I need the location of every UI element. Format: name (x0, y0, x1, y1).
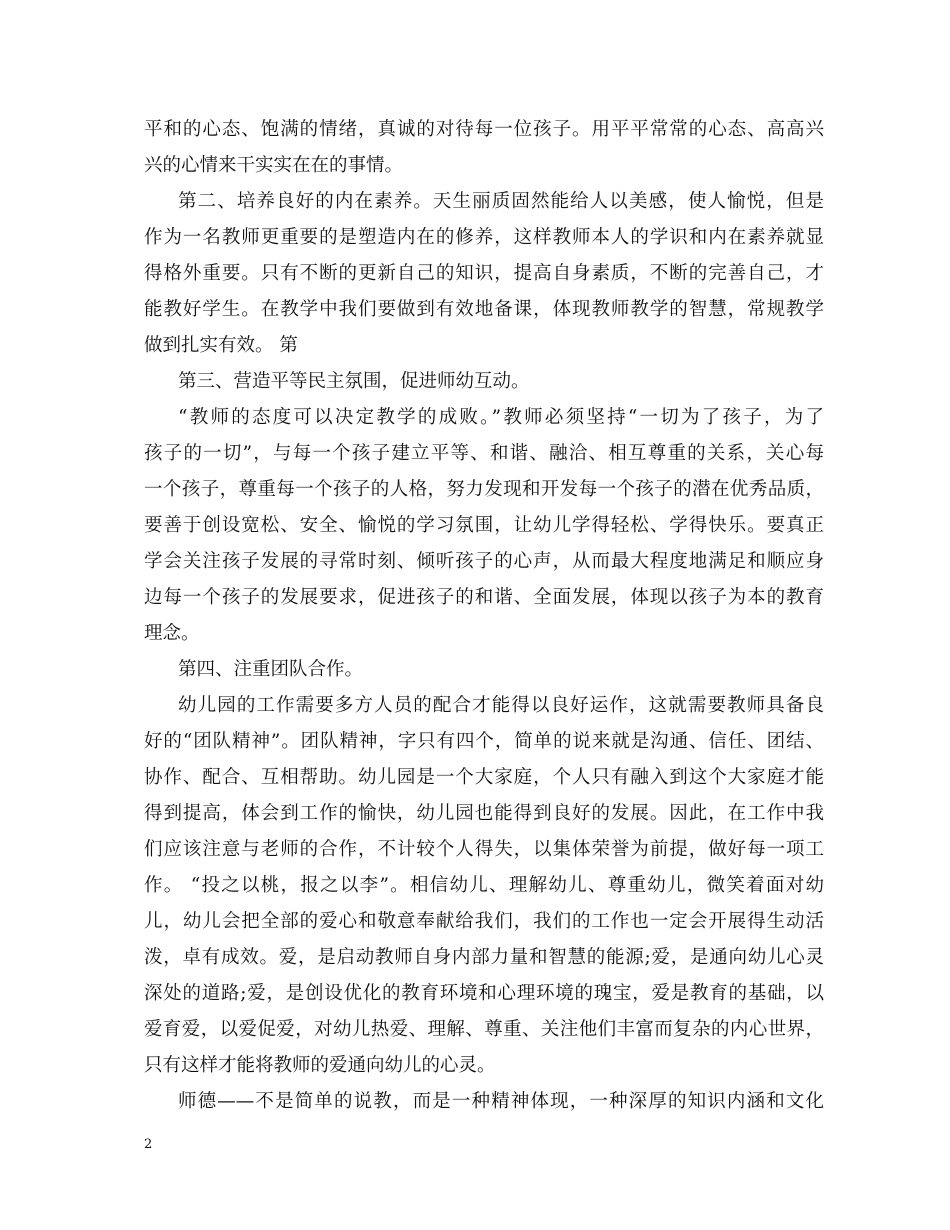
text-line: 只有这样才能将教师的爱通向幼儿的心灵。 (144, 1055, 496, 1076)
text-line: 协作、配合、互相帮助。幼儿园是一个大家庭，个人只有融入到这个大家庭才能 (144, 767, 824, 788)
text-line: 兴的心情来干实实在在的事情。 (144, 155, 404, 176)
text-line: 边每一个孩子的发展要求，促进孩子的和谐、全面发展，体现以孩子为本的教育 (144, 587, 824, 608)
text-line: 做到扎实有效。 第 (144, 335, 298, 356)
text-line: 能教好学生。在教学中我们要做到有效地备课，体现教师教学的智慧，常规教学 (144, 299, 824, 320)
text-line: 深处的道路;爱，是创设优化的教育环境和心理环境的瑰宝，爱是教育的基础，以 (144, 983, 824, 1004)
text-line: 泼，卓有成效。爱，是启动教师自身内部力量和智慧的能源;爱，是通向幼儿心灵 (144, 947, 824, 968)
text-line: 幼儿园的工作需要多方人员的配合才能得以良好运作，这就需要教师具备良 (178, 695, 824, 716)
text-line: 第二、培养良好的内在素养。天生丽质固然能给人以美感，使人愉悦，但是 (178, 191, 824, 212)
text-line: 平和的心态、饱满的情绪，真诚的对待每一位孩子。用平平常常的心态、高高兴 (144, 119, 824, 140)
text-line: 要善于创设宽松、安全、愉悦的学习氛围，让幼儿学得轻松、学得快乐。要真正 (144, 515, 824, 536)
text-line: 师德——不是简单的说教，而是一种精神体现，一种深厚的知识内涵和文化 (178, 1091, 824, 1112)
section-heading: 第三、营造平等民主氛围，促进师幼互动。 (178, 371, 530, 392)
text-line: 得格外重要。只有不断的更新自己的知识，提高自身素质，不断的完善自己，才 (144, 263, 824, 284)
text-line: 一个孩子，尊重每一个孩子的人格，努力发现和开发每一个孩子的潜在优秀品质， (144, 479, 824, 500)
text-line: 孩子的一切”，与每一个孩子建立平等、和谐、融洽、相互尊重的关系，关心每 (144, 443, 824, 464)
page-number: 2 (144, 1137, 153, 1152)
text-line: 好的“团队精神”。团队精神，字只有四个，简单的说来就是沟通、信任、团结、 (144, 731, 824, 752)
text-line: 作。 “投之以桃，报之以李”。相信幼儿、理解幼儿、尊重幼儿，微笑着面对幼 (144, 875, 824, 896)
text-line: “教师的态度可以决定教学的成败。”教师必须坚持“一切为了孩子，为了 (178, 407, 824, 428)
text-line: 得到提高，体会到工作的愉快，幼儿园也能得到良好的发展。因此，在工作中我 (144, 803, 824, 824)
text-line: 理念。 (144, 623, 200, 644)
section-heading: 第四、注重团队合作。 (178, 659, 364, 680)
text-line: 学会关注孩子发展的寻常时刻、倾听孩子的心声，从而最大程度地满足和顺应身 (144, 551, 824, 572)
text-line: 儿，幼儿会把全部的爱心和敬意奉献给我们，我们的工作也一定会开展得生动活 (144, 911, 824, 932)
text-line: 爱育爱，以爱促爱，对幼儿热爱、理解、尊重、关注他们丰富而复杂的内心世界， (144, 1019, 824, 1040)
text-line: 们应该注意与老师的合作，不计较个人得失，以集体荣誉为前提，做好每一项工 (144, 839, 824, 860)
text-line: 作为一名教师更重要的是塑造内在的修养，这样教师本人的学识和内在素养就显 (144, 227, 824, 248)
